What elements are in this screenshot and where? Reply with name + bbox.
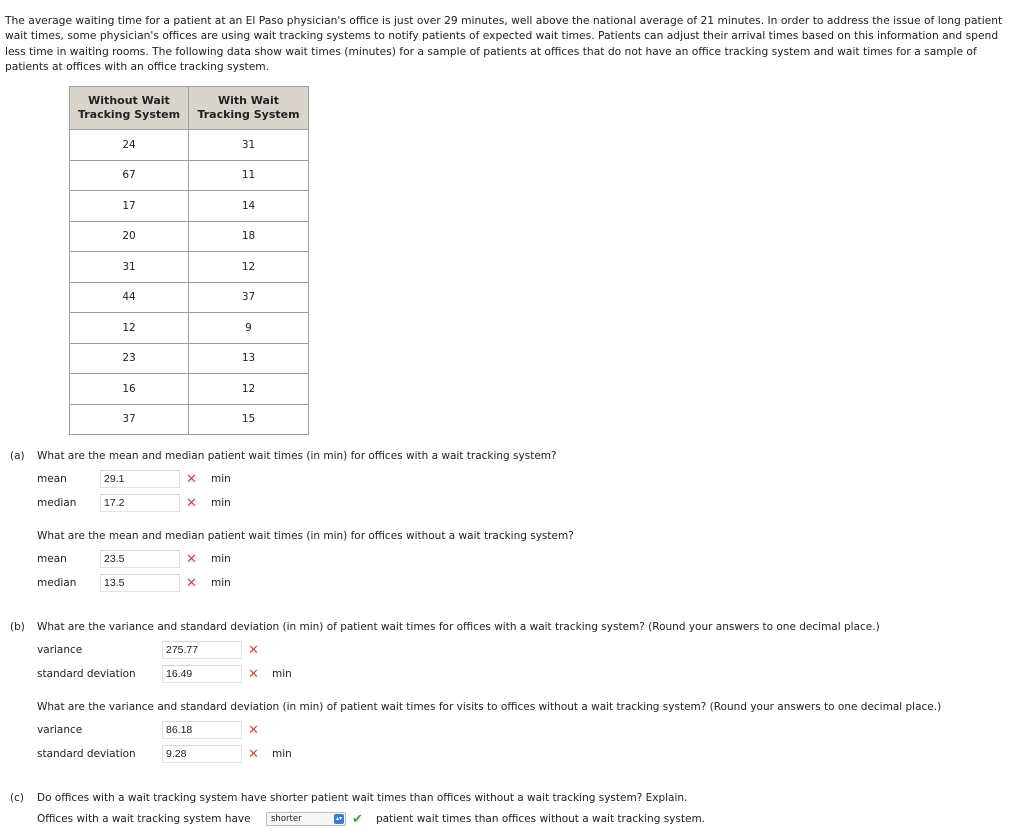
wait-times-table (69, 86, 309, 435)
table-row (70, 130, 309, 161)
cell-with: 9 (189, 313, 309, 344)
part-c-question: Do offices with a wait tracking system have shorter patient wait times than offices without a wait tracking system? Explain. (37, 792, 688, 804)
sd-without-label: standard deviation (37, 748, 136, 760)
mean-with-input[interactable]: 29.1 (100, 470, 180, 488)
incorrect-icon: ✕ (186, 496, 197, 511)
cell-without: 20 (70, 221, 189, 252)
incorrect-icon: ✕ (248, 667, 259, 682)
incorrect-icon: ✕ (248, 747, 259, 762)
unit-label: min (272, 748, 292, 760)
table-row (70, 343, 309, 374)
incorrect-icon: ✕ (248, 723, 259, 738)
unit-label: min (211, 497, 231, 509)
table-row (70, 313, 309, 344)
mean-without-label: mean (37, 553, 67, 565)
unit-label: min (211, 473, 231, 485)
part-c-letter: (c) (10, 792, 24, 804)
median-without-input[interactable]: 13.5 (100, 574, 180, 592)
incorrect-icon: ✕ (186, 552, 197, 567)
part-b-letter: (b) (10, 621, 25, 633)
header-without-tracking: Without Wait Tracking System (70, 87, 189, 130)
incorrect-icon: ✕ (186, 472, 197, 487)
cell-with: 12 (189, 374, 309, 405)
table-row (70, 282, 309, 313)
table-row (70, 160, 309, 191)
cell-without: 44 (70, 282, 189, 313)
sd-with-input[interactable]: 16.49 (162, 665, 242, 683)
variance-without-label: variance (37, 724, 83, 736)
cell-with: 13 (189, 343, 309, 374)
table-row (70, 404, 309, 435)
cell-with: 18 (189, 221, 309, 252)
cell-without: 67 (70, 160, 189, 191)
median-with-input[interactable]: 17.2 (100, 494, 180, 512)
unit-label: min (211, 577, 231, 589)
conclusion-prefix: Offices with a wait tracking system have (37, 813, 251, 825)
header-with-tracking: With Wait Tracking System (189, 87, 309, 130)
sd-with-label: standard deviation (37, 668, 136, 680)
cell-with: 31 (189, 130, 309, 161)
part-a-question-without: What are the mean and median patient wait times (in min) for offices without a wait tracking system? (37, 530, 574, 542)
mean-with-label: mean (37, 473, 67, 485)
cell-without: 16 (70, 374, 189, 405)
table-row (70, 374, 309, 405)
correct-icon: ✔ (352, 812, 363, 827)
conclusion-suffix: patient wait times than offices without a wait tracking system. (376, 813, 706, 825)
part-b-question-without: What are the variance and standard deviation (in min) of patient wait times for visits to offices without a wait tracking system? (Round your answers to one decimal place.) (37, 701, 942, 713)
variance-with-label: variance (37, 644, 83, 656)
part-a-letter: (a) (10, 450, 25, 462)
cell-without: 23 (70, 343, 189, 374)
mean-without-input[interactable]: 23.5 (100, 550, 180, 568)
cell-without: 31 (70, 252, 189, 283)
table-row (70, 221, 309, 252)
table-row (70, 252, 309, 283)
cell-with: 37 (189, 282, 309, 313)
cell-without: 12 (70, 313, 189, 344)
variance-without-input[interactable]: 86.18 (162, 721, 242, 739)
part-b-question-with: What are the variance and standard deviation (in min) of patient wait times for offices with a wait tracking system? (Round your answers to one decimal place.) (37, 621, 880, 633)
incorrect-icon: ✕ (186, 576, 197, 591)
cell-with: 15 (189, 404, 309, 435)
comparison-select[interactable] (266, 812, 346, 826)
median-with-label: median (37, 497, 77, 509)
cell-without: 37 (70, 404, 189, 435)
table-row (70, 191, 309, 222)
unit-label: min (211, 553, 231, 565)
select-arrows-icon: ▴▾ (335, 815, 343, 822)
cell-with: 14 (189, 191, 309, 222)
sd-without-input[interactable]: 9.28 (162, 745, 242, 763)
cell-without: 24 (70, 130, 189, 161)
median-without-label: median (37, 577, 77, 589)
cell-with: 11 (189, 160, 309, 191)
incorrect-icon: ✕ (248, 643, 259, 658)
unit-label: min (272, 668, 292, 680)
part-a-question-with: What are the mean and median patient wait times (in min) for offices with a wait tracking system? (37, 450, 557, 462)
variance-with-input[interactable]: 275.77 (162, 641, 242, 659)
cell-with: 12 (189, 252, 309, 283)
comparison-select-value: shorter (271, 814, 302, 824)
problem-intro: The average waiting time for a patient at an El Paso physician's office is just over 29 minutes, well above the national average of 21 minutes. In order to address the issue of long patient wait times, some physician's offices are using wait tracking systems to notify patients of expected wait times. Patients can adjust their arrival times based on this information and spend less time in waiting rooms. The following data show wait times (minutes) for a sample of patients at offices that do not have an office tracking system and wait times for a sample of patients at offices with an office tracking system. (5, 14, 1003, 73)
cell-without: 17 (70, 191, 189, 222)
